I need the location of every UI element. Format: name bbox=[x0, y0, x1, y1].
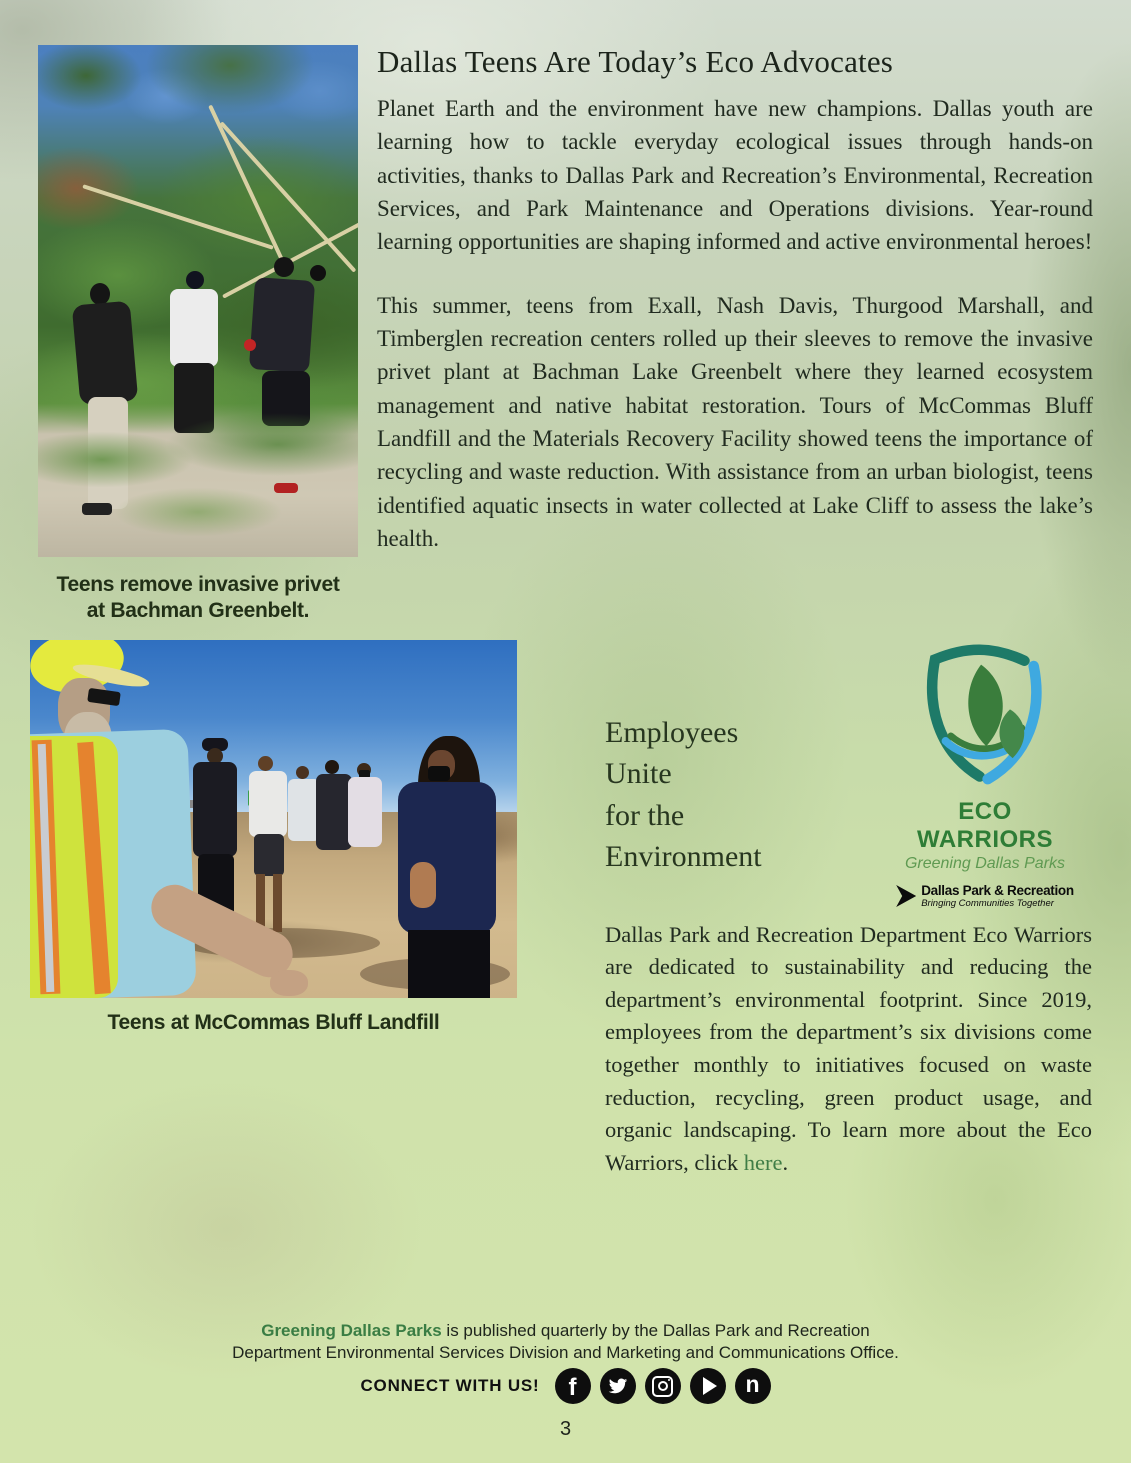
employees-heading-line: for the bbox=[605, 798, 685, 832]
logo-subtitle: Greening Dallas Parks bbox=[904, 855, 1066, 872]
publication-note-line1-rest: is published quarterly by the Dallas Park and Recreation bbox=[441, 1321, 870, 1340]
photo-teens-at-landfill bbox=[30, 640, 517, 998]
worker-hand bbox=[270, 970, 308, 996]
newsletter-brand: Greening Dallas Parks bbox=[261, 1321, 442, 1340]
nextdoor-glyph: n bbox=[745, 1371, 760, 1397]
publication-note-line2: Department Environmental Services Division and Marketing and Communications Office. bbox=[232, 1343, 899, 1363]
facebook-icon[interactable] bbox=[555, 1368, 591, 1404]
person-silhouette bbox=[72, 301, 138, 406]
eco-warriors-shield-icon bbox=[905, 641, 1065, 791]
person-silhouette bbox=[296, 766, 309, 779]
dallas-park-rec-text bbox=[921, 883, 1074, 909]
person-silhouette bbox=[274, 257, 294, 277]
youtube-play-glyph bbox=[703, 1377, 717, 1395]
here-link[interactable]: here bbox=[743, 1149, 783, 1175]
person-silhouette bbox=[273, 874, 282, 932]
person-silhouette bbox=[410, 862, 436, 908]
article-column bbox=[377, 44, 1093, 585]
cut-branches bbox=[38, 407, 358, 557]
employees-heading bbox=[605, 712, 762, 878]
person-silhouette bbox=[408, 930, 490, 998]
person-silhouette bbox=[193, 762, 237, 857]
connect-row bbox=[0, 1368, 1131, 1404]
instagram-glyph bbox=[652, 1376, 673, 1397]
instagram-icon[interactable] bbox=[645, 1368, 681, 1404]
connect-with-us-label: CONNECT WITH US! bbox=[360, 1376, 540, 1395]
article-paragraph-2: This summer, teens from Exall, Nash Davis, Thurgood Marshall, and Timberglen recreation centers rolled up their sleeves to remove the invasive privet plant at Bachman Lake Greenbelt where they learned ecosystem management and native habitat restoration. Tours of McCommas Bluff Landfill and the Materials Recovery Facility showed teens the importance of recycling and waste reduction. With assistance from an urban biologist, teens identified aquatic insects in water collected at Lake Cliff to assess the lake’s health. bbox=[377, 292, 1093, 552]
dallas-park-rec-logo bbox=[890, 883, 1080, 909]
nextdoor-icon[interactable] bbox=[735, 1368, 771, 1404]
face-mask bbox=[428, 766, 450, 781]
employees-heading-line: Environment bbox=[605, 840, 762, 874]
eco-warriors-logo bbox=[890, 641, 1080, 909]
photo2-caption: Teens at McCommas Bluff Landfill bbox=[107, 1011, 440, 1034]
person-silhouette bbox=[249, 277, 315, 373]
photo1-caption-line1: Teens remove invasive privet bbox=[56, 573, 340, 596]
photo-teens-removing-privet bbox=[38, 45, 358, 557]
person-silhouette bbox=[186, 271, 204, 289]
person-silhouette bbox=[398, 782, 496, 934]
dallas-park-rec-chevron-icon bbox=[896, 885, 916, 907]
eco-warriors-body: Dallas Park and Recreation Department Eco Warriors are dedicated to sustainability and reducing the department’s environmental footprint. Since 2019, employees from the department’s six divisions come together monthly to initiatives focused on waste reduction, recycling, green product usage, and organic landscaping. To learn more about the Eco Warriors, click bbox=[605, 921, 1092, 1175]
person-silhouette bbox=[325, 760, 339, 774]
twitter-bird-glyph bbox=[608, 1376, 628, 1396]
person-silhouette bbox=[310, 265, 326, 281]
photo1-caption bbox=[38, 572, 358, 625]
person-silhouette bbox=[254, 834, 284, 876]
person-silhouette bbox=[170, 289, 218, 367]
youtube-icon[interactable] bbox=[690, 1368, 726, 1404]
publication-note-line1 bbox=[0, 1320, 1131, 1342]
employees-heading-line: Unite bbox=[605, 757, 672, 791]
logo-title: ECO WARRIORS bbox=[917, 798, 1053, 853]
person-silhouette bbox=[348, 777, 382, 847]
person-silhouette bbox=[258, 756, 273, 771]
eco-warriors-period: . bbox=[782, 1149, 789, 1175]
glove bbox=[244, 339, 256, 351]
article-paragraph-1: Planet Earth and the environment have new champions. Dallas youth are learning how to tackle everyday ecological issues through hands-on activities, thanks to Dallas Park and Recreation’s Environmental, Recreation Services, and Park Maintenance and Operations divisions. Year-round learning opportunities are shaping informed and active environmental heroes! bbox=[377, 96, 1093, 255]
page-number: 3 bbox=[559, 1418, 572, 1440]
article-title: Dallas Teens Are Today’s Eco Advocates bbox=[377, 44, 894, 79]
dallas-park-rec-name: Dallas Park & Recreation bbox=[921, 883, 1074, 898]
twitter-icon[interactable] bbox=[600, 1368, 636, 1404]
person-silhouette bbox=[316, 774, 352, 850]
photo1-caption-line2: at Bachman Greenbelt. bbox=[86, 599, 310, 623]
dallas-park-rec-tagline: Bringing Communities Together bbox=[921, 898, 1054, 909]
person-silhouette bbox=[249, 771, 287, 837]
publication-note bbox=[0, 1320, 1131, 1364]
eco-warriors-paragraph bbox=[605, 919, 1092, 1180]
facebook-glyph: f bbox=[568, 1374, 577, 1401]
employees-heading-line: Employees bbox=[605, 716, 739, 749]
